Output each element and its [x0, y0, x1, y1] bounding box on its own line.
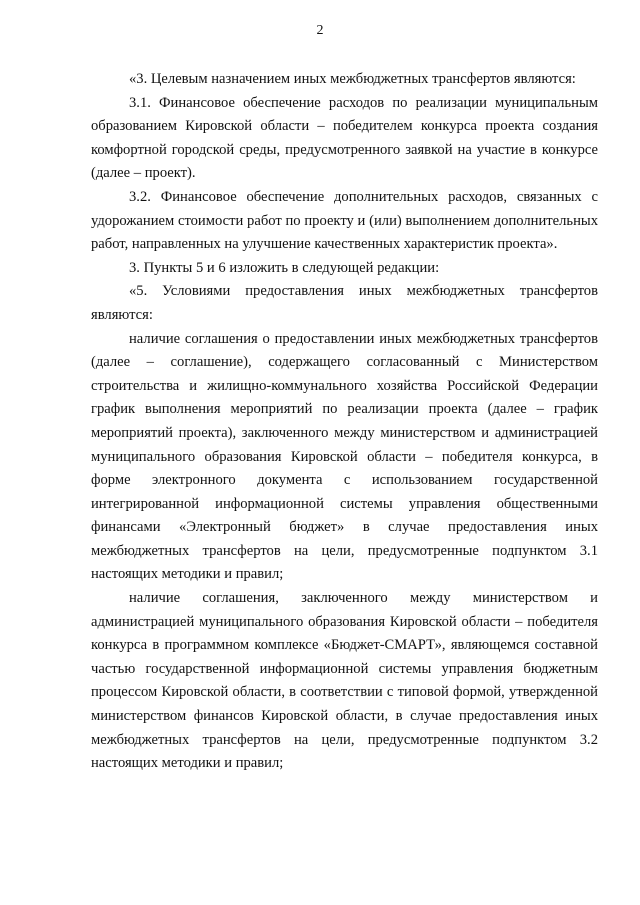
- document-body: [91, 68, 598, 776]
- paragraph-item-3-2: 3.2. Финансовое обеспечение дополнительных расходов, связанных с удорожанием стоимости работ по проекту и (или) выполнением дополнительных работ, направленных на улучшение качественных характеристик проекта».: [91, 188, 598, 253]
- paragraph-item-3-1: 3.1. Финансовое обеспечение расходов по реализации муниципальным образованием Кировской области – победителем конкурса проекта создания комфортной городской среды, предусмотренного заявкой на участие в конкурсе (далее – проект).: [91, 94, 598, 182]
- paragraph-condition-agreement-budget-smart: наличие соглашения, заключенного между министерством и администрацией муниципального образования Кировской области – победителя конкурса в программном комплексе «Бюджет-СМАРТ», являющемся составной частью государственной информационной системы управления бюджетным процессом Кировской области, в соответствии с типовой формой, утвержденной министерством финансов Кировской области, в случае предоставления иных межбюджетных трансфертов на цели, предусмотренные подпунктом 3.2 настоящих методики и правил;: [91, 590, 598, 772]
- paragraph-purpose-heading: «3. Целевым назначением иных межбюджетных трансфертов являются:: [129, 71, 576, 87]
- page-number: 2: [316, 23, 324, 38]
- paragraph-amendment-points-5-6: 3. Пункты 5 и 6 изложить в следующей редакции:: [129, 259, 440, 276]
- paragraph-condition-agreement-electronic-budget: наличие соглашения о предоставлении иных межбюджетных трансфертов (далее – соглашение), содержащего согласованный с Министерством строительства и жилищно-коммунального хозяйства Российской Федерации график выполнения мероприятий по реализации проекта (далее – график мероприятий проекта), заключенного между министерством и администрацией муниципального образования Кировской области – победителя конкурса, в форме электронного документа с использованием государственной интегрированной информационной системы управления общественными финансами «Электронный бюджет» в случае предоставления иных межбюджетных трансфертов на цели, предусмотренные подпунктом 3.1 настоящих методики и правил;: [91, 330, 598, 583]
- paragraph-item-5-conditions: «5. Условиями предоставления иных межбюджетных трансфертов являются:: [91, 283, 598, 323]
